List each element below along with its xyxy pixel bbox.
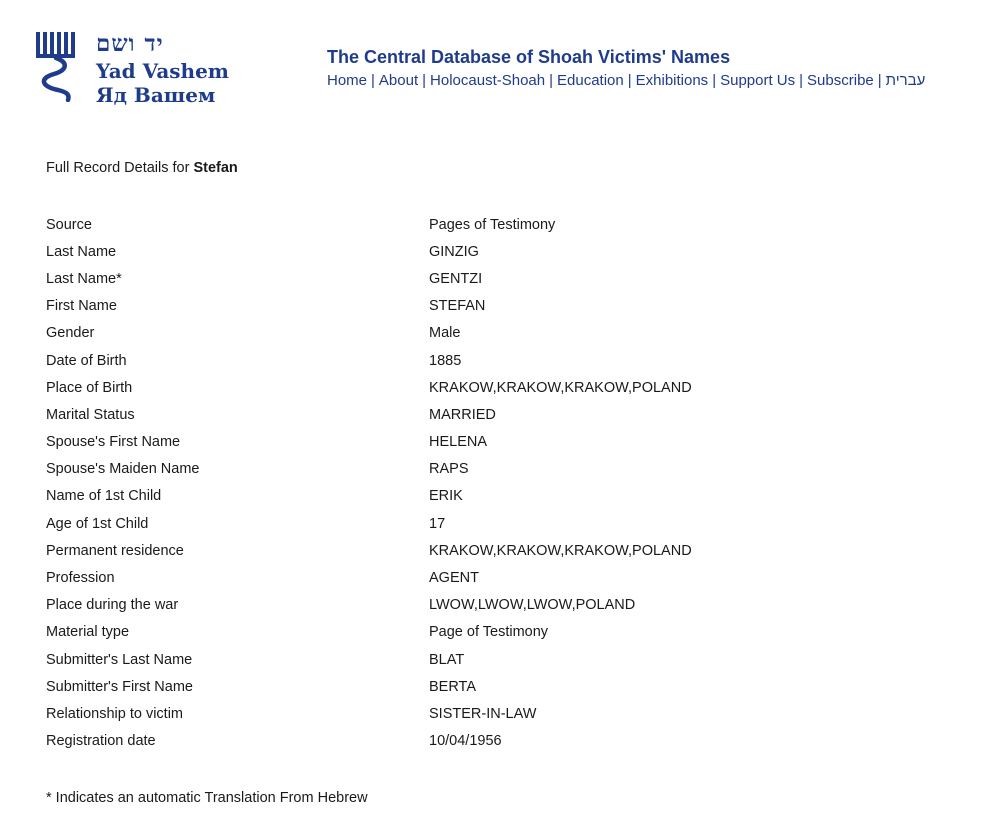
nav-separator: | xyxy=(712,72,717,89)
field-label: Permanent residence xyxy=(46,542,184,559)
nav-hebrew[interactable]: עברית xyxy=(885,72,926,89)
table-row xyxy=(46,401,692,428)
table-row xyxy=(46,374,692,401)
field-value: RAPS xyxy=(429,461,469,478)
field-label: Submitter's First Name xyxy=(46,678,193,695)
record-heading-prefix: Full Record Details for xyxy=(46,160,190,176)
logo-russian-text: Яд Вашем xyxy=(96,83,216,107)
table-row xyxy=(46,700,692,727)
site-title: The Central Database of Shoah Victims' Names xyxy=(327,47,731,67)
field-label: Marital Status xyxy=(46,406,135,423)
record-heading xyxy=(46,160,238,176)
table-row xyxy=(46,537,692,564)
main-nav xyxy=(327,72,925,89)
field-value: ERIK xyxy=(429,488,463,505)
table-row xyxy=(46,293,692,320)
field-label: Date of Birth xyxy=(46,352,127,369)
field-label: Age of 1st Child xyxy=(46,515,149,532)
table-row xyxy=(46,429,692,456)
table-row xyxy=(46,510,692,537)
table-row xyxy=(46,265,692,292)
nav-separator: | xyxy=(371,72,375,89)
field-label: Relationship to victim xyxy=(46,705,183,722)
field-label: Registration date xyxy=(46,733,156,750)
nav-about[interactable]: About xyxy=(378,72,419,89)
field-label: Gender xyxy=(46,325,95,342)
field-value: Pages of Testimony xyxy=(429,216,556,233)
table-row xyxy=(46,564,692,591)
field-value: KRAKOW,KRAKOW,KRAKOW,POLAND xyxy=(429,379,692,396)
table-row xyxy=(46,728,692,755)
field-label: Submitter's Last Name xyxy=(46,651,193,668)
logo-hebrew-text: יד ושם xyxy=(96,30,164,57)
field-value: BLAT xyxy=(429,651,465,668)
field-value: 10/04/1956 xyxy=(429,733,502,750)
field-value: SISTER-IN-LAW xyxy=(429,705,537,722)
table-row xyxy=(46,211,692,238)
field-value: LWOW,LWOW,LWOW,POLAND xyxy=(429,597,636,614)
field-value: GENTZI xyxy=(429,270,483,287)
field-label: Source xyxy=(46,216,92,233)
nav-home[interactable]: Home xyxy=(327,72,368,89)
field-label: Spouse's First Name xyxy=(46,434,181,451)
field-label: Place of Birth xyxy=(46,379,133,396)
nav-holocaust-shoah[interactable]: Holocaust-Shoah xyxy=(430,72,546,89)
field-label: Material type xyxy=(46,624,130,641)
table-row xyxy=(46,483,692,510)
record-details-table xyxy=(46,211,692,755)
field-label: Spouse's Maiden Name xyxy=(46,461,200,478)
field-label: Name of 1st Child xyxy=(46,488,162,505)
menorah-logo-icon xyxy=(34,30,82,102)
nav-separator: | xyxy=(549,72,554,89)
field-value: 17 xyxy=(429,515,446,532)
table-row xyxy=(46,238,692,265)
yad-vashem-logo[interactable] xyxy=(34,30,229,107)
field-value: GINZIG xyxy=(429,243,479,260)
field-value: HELENA xyxy=(429,434,488,451)
translation-footnote: * Indicates an automatic Translation From Hebrew xyxy=(46,790,368,806)
nav-exhibitions[interactable]: Exhibitions xyxy=(635,72,709,89)
record-heading-name: Stefan xyxy=(193,160,238,176)
logo-english-text: Yad Vashem xyxy=(96,59,229,83)
field-label: Last Name xyxy=(46,243,117,260)
field-label: Place during the war xyxy=(46,597,179,614)
table-row xyxy=(46,456,692,483)
field-value: Page of Testimony xyxy=(429,624,549,641)
field-value: BERTA xyxy=(429,678,477,695)
nav-separator: | xyxy=(422,72,427,89)
field-label: First Name xyxy=(46,298,117,315)
nav-subscribe[interactable]: Subscribe xyxy=(807,72,874,89)
table-row xyxy=(46,673,692,700)
field-label: Profession xyxy=(46,570,115,587)
table-row xyxy=(46,592,692,619)
nav-education[interactable]: Education xyxy=(557,72,624,89)
field-value: Male xyxy=(429,325,461,342)
nav-separator: | xyxy=(877,72,882,89)
nav-support-us[interactable]: Support Us xyxy=(720,72,796,89)
table-row xyxy=(46,619,692,646)
field-value: STEFAN xyxy=(429,298,486,315)
nav-separator: | xyxy=(627,72,632,89)
table-row xyxy=(46,646,692,673)
nav-separator: | xyxy=(799,72,804,89)
field-value: 1885 xyxy=(429,352,462,369)
table-row xyxy=(46,320,692,347)
field-label: Last Name* xyxy=(46,270,122,287)
field-value: KRAKOW,KRAKOW,KRAKOW,POLAND xyxy=(429,542,692,559)
field-value: MARRIED xyxy=(429,406,496,423)
field-value: AGENT xyxy=(429,570,479,587)
table-row xyxy=(46,347,692,374)
